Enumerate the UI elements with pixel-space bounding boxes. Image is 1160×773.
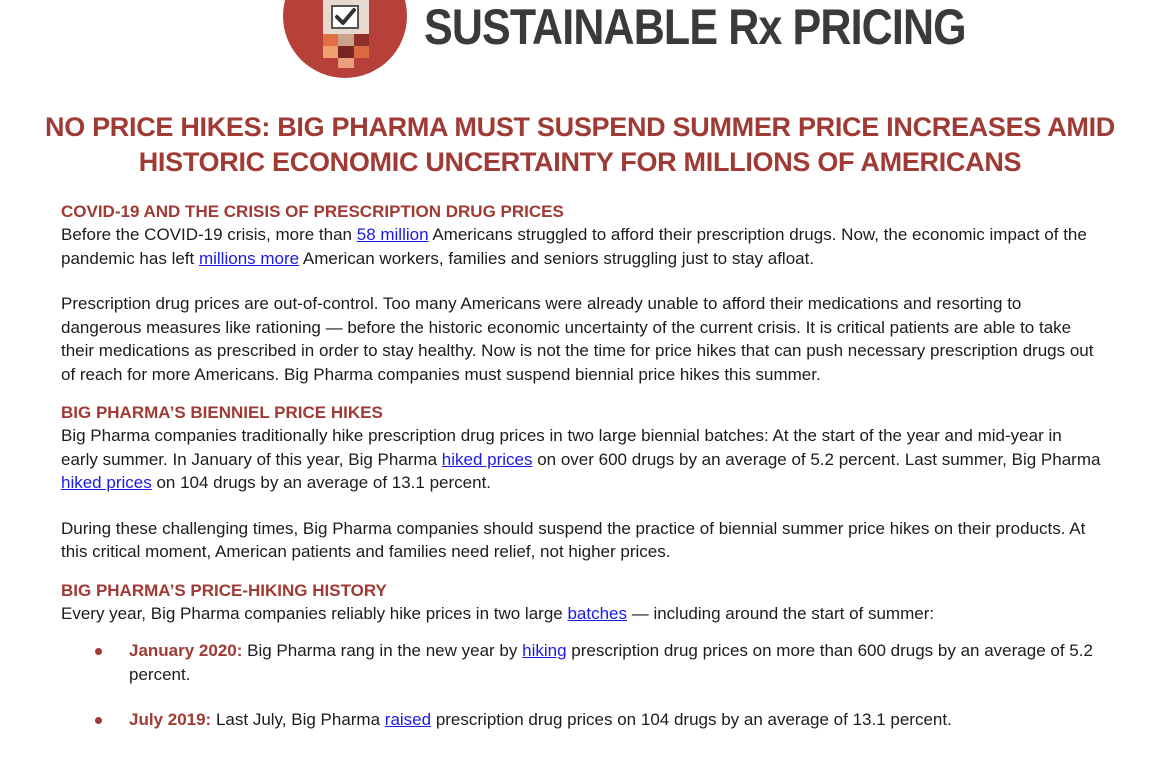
brand-logo: [283, 0, 407, 78]
headline-line-2: HISTORIC ECONOMIC UNCERTAINTY FOR MILLIONS OF AMERICANS: [138, 147, 1022, 177]
spacer: [61, 386, 1101, 402]
link-hiked-prices-january[interactable]: hiked prices: [441, 449, 533, 469]
price-hike-history-list: [61, 639, 1101, 732]
item-date: January 2020:: [129, 641, 243, 660]
text-run: on over 600 drugs by an average of 5.2 percent. Last summer, Big Pharma: [532, 449, 1101, 469]
text-run: prescription drug prices on 104 drugs by an average of 13.1 percent.: [431, 710, 952, 729]
page-headline: [40, 110, 1120, 180]
paragraph-covid-intro: [61, 223, 1101, 270]
section-heading-biennial: BIG PHARMA’S BIENNIEL PRICE HIKES: [61, 403, 383, 422]
paragraph-suspend-hikes: During these challenging times, Big Pharma companies should suspend the practice of biennial summer price hikes on their products. At this critical moment, American patients and families need relief, not higher prices.: [61, 518, 1086, 561]
link-batches[interactable]: batches: [567, 603, 627, 623]
section-heading-history: BIG PHARMA’S PRICE-HIKING HISTORY: [61, 580, 387, 600]
text-run: Big Pharma rang in the new year by: [242, 641, 523, 660]
text-run: Americans struggled to afford their prescription drugs. Now, the economic impact of the pandemic has left: [61, 225, 1087, 268]
bullet-icon: [95, 717, 102, 724]
spacer: [61, 270, 1101, 292]
text-run: Before the COVID-19 crisis, more than: [61, 225, 357, 244]
text-run: on 104 drugs by an average of 13.1 percent.: [151, 473, 492, 492]
link-millions-more[interactable]: millions more: [198, 248, 300, 268]
paragraph-biennial-batches: [61, 424, 1101, 495]
text-run: prescription drug prices on more than 600 drugs by an average of 5.2 percent.: [129, 641, 1093, 684]
spacer: [61, 495, 1101, 517]
text-run: Big Pharma companies traditionally hike prescription drug prices in two large biennial batches: At the start of the year and mid-year in early summer. In January of this year, Big Pharma: [61, 426, 1062, 469]
paragraph-history-intro: [61, 602, 1101, 626]
list-item: [61, 708, 1101, 732]
text-run: Last July, Big Pharma: [211, 710, 385, 729]
document-body: [61, 201, 1101, 754]
brand-name: SUSTAINABLE Rx PRICING: [424, 0, 966, 55]
section-heading-covid: COVID-19 AND THE CRISIS OF PRESCRIPTION DRUG PRICES: [61, 202, 564, 221]
text-run: American workers, families and seniors struggling just to stay afloat.: [299, 248, 815, 268]
spacer: [61, 564, 1101, 580]
headline-line-1: NO PRICE HIKES: BIG PHARMA MUST SUSPEND SUMMER PRICE INCREASES AMID: [45, 112, 1115, 142]
bullet-icon: [95, 648, 102, 655]
item-date: July 2019:: [129, 710, 212, 729]
text-run: Every year, Big Pharma companies reliably hike prices in two large: [61, 603, 568, 623]
link-raised[interactable]: raised: [384, 710, 432, 729]
text-run: — including around the start of summer:: [627, 603, 935, 623]
list-item: [61, 639, 1101, 686]
paragraph-prices-out-of-control: Prescription drug prices are out-of-control. Too many Americans were already unable to afford their medications and resorting to dangerous measures like rationing — before the historic economic uncertainty of the current crisis. It is critical patients are able to take their medications as prescribed in order to stay healthy. Now is not the time for price hikes that can push necessary prescription drugs out of reach for more Americans. Big Pharma companies must suspend biennial price hikes this summer.: [61, 294, 1094, 384]
link-hiking[interactable]: hiking: [522, 641, 567, 660]
link-hiked-prices-summer[interactable]: hiked prices: [61, 473, 152, 492]
link-58-million[interactable]: 58 million: [356, 225, 429, 244]
checkbox-document-icon: [323, 0, 369, 68]
